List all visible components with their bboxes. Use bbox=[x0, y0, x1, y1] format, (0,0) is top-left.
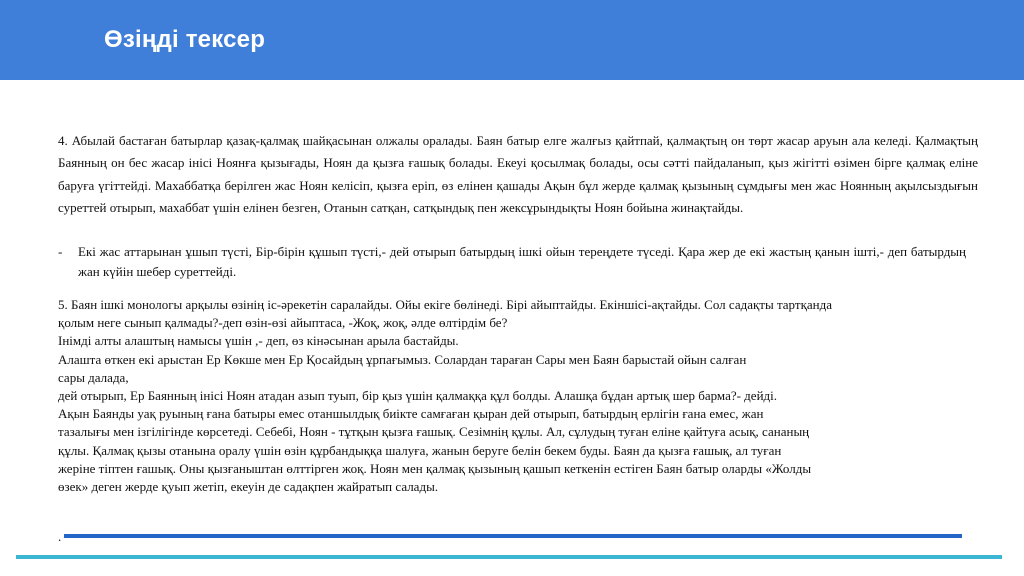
paragraph-4: 4. Абылай бастаған батырлар қазақ-қалмақ шайқасынан олжалы оралады. Баян батыр елге жалғыз қайтпай, қалмақтың он төрт жасар аруын ала келеді. Қалмақтың Баянның он бес жасар інісі Ноянға қызығады, Ноян да қызға ғашық болады. Екеуі қосылмақ болады, осы сәтті пайдаланып, қыз жігітті өзімен бірге қалмақ еліне баруға үгіттейді. Махаббатқа берілген жас Ноян келісіп, қызға еріп, өз елінен қашады Ақын бұл жерде қалмақ қызының сұмдығы мен жас Ноянның ақылсыздығын суреттей отырып, махаббат үшін елінен безген, Отанын сатқан, сатқындық пен жексұрындықты Ноян бойына жинақтайды. bbox=[58, 133, 978, 216]
slide-title: Өзіңді тексер bbox=[104, 26, 266, 53]
bullet-item bbox=[58, 242, 966, 282]
paragraph-5-line: Алашта өткен екі арыстан Ер Көкше мен Ер Қосайдың ұрпағымыз. Солардан тараған Сары мен Баян барыстай ойын салған bbox=[58, 351, 747, 367]
paragraph-5-line: дей отырып, Ер Баянның інісі Ноян атадан азып туып, бір қыз үшін қалмаққа құл болды. Алашқа бұдан артық шер барма?- дейді. bbox=[58, 388, 777, 404]
paragraph-5-line: жеріне тіптен ғашық. Оны қызғаныштан өлттірген жоқ. Ноян мен қалмақ қызының қашып кеткенін естіген Баян батыр оларды «Жолды bbox=[58, 460, 812, 476]
footer-dot: . bbox=[58, 529, 62, 544]
bullet-text: Екі жас аттарынан ұшып түсті, Бір-бірін құшып түсті,- дей отырып батырдың ішкі ойын тереңдете түседі. Қара жер де екі жастың қанын ішті,- деп батырдың жан күйін шебер суреттейді. bbox=[78, 244, 966, 279]
bullet-dash: - bbox=[58, 244, 63, 259]
footer-divider-cyan bbox=[16, 555, 1002, 559]
paragraph-5-line: қолым неге сынып қалмады?-деп өзін-өзі айыптаса, -Жоқ, жоқ, әлде өлтірдім бе? bbox=[58, 315, 508, 331]
header-bar bbox=[0, 0, 1024, 80]
paragraph-5-line: Ақын Баянды уақ руының ғана батыры емес отаншылдық биікте самғаған қыран дей отырып, батырдың ерлігін ғана емес, жан bbox=[58, 406, 764, 422]
paragraph-5-line: құлы. Қалмақ қызы отанына оралу үшін өзін құрбандыққа шалуға, жанын беруге белін бекем буды. Баян да қызға ғашық, ал туған bbox=[58, 442, 782, 458]
paragraph-5-line: 5. Баян ішкі монологы арқылы өзінің іс-әрекетін саралайды. Ойы екіге бөлінеді. Бірі айыптайды. Екіншісі-ақтайды. Сол садақты тартқанда bbox=[58, 297, 832, 312]
paragraph-5-line: сары далада, bbox=[58, 369, 129, 385]
paragraph-5-line: тазалығы мен ізгілігінде көрсетеді. Себебі, Ноян - тұтқын қызға ғашық. Сезімнің құлы. Ал, сұлудың туған еліне қайтуға асық, сананың bbox=[58, 424, 810, 440]
paragraph-5 bbox=[58, 296, 978, 496]
paragraph-5-line: өзек» деген жерде қуып жетіп, екеуін де садақпен жайратып салады. bbox=[58, 479, 439, 495]
footer-divider-blue bbox=[64, 534, 962, 538]
paragraph-5-line: Інімді алты алаштың намысы үшін ,- деп, өз кінәсынан арыла бастайды. bbox=[58, 333, 459, 349]
